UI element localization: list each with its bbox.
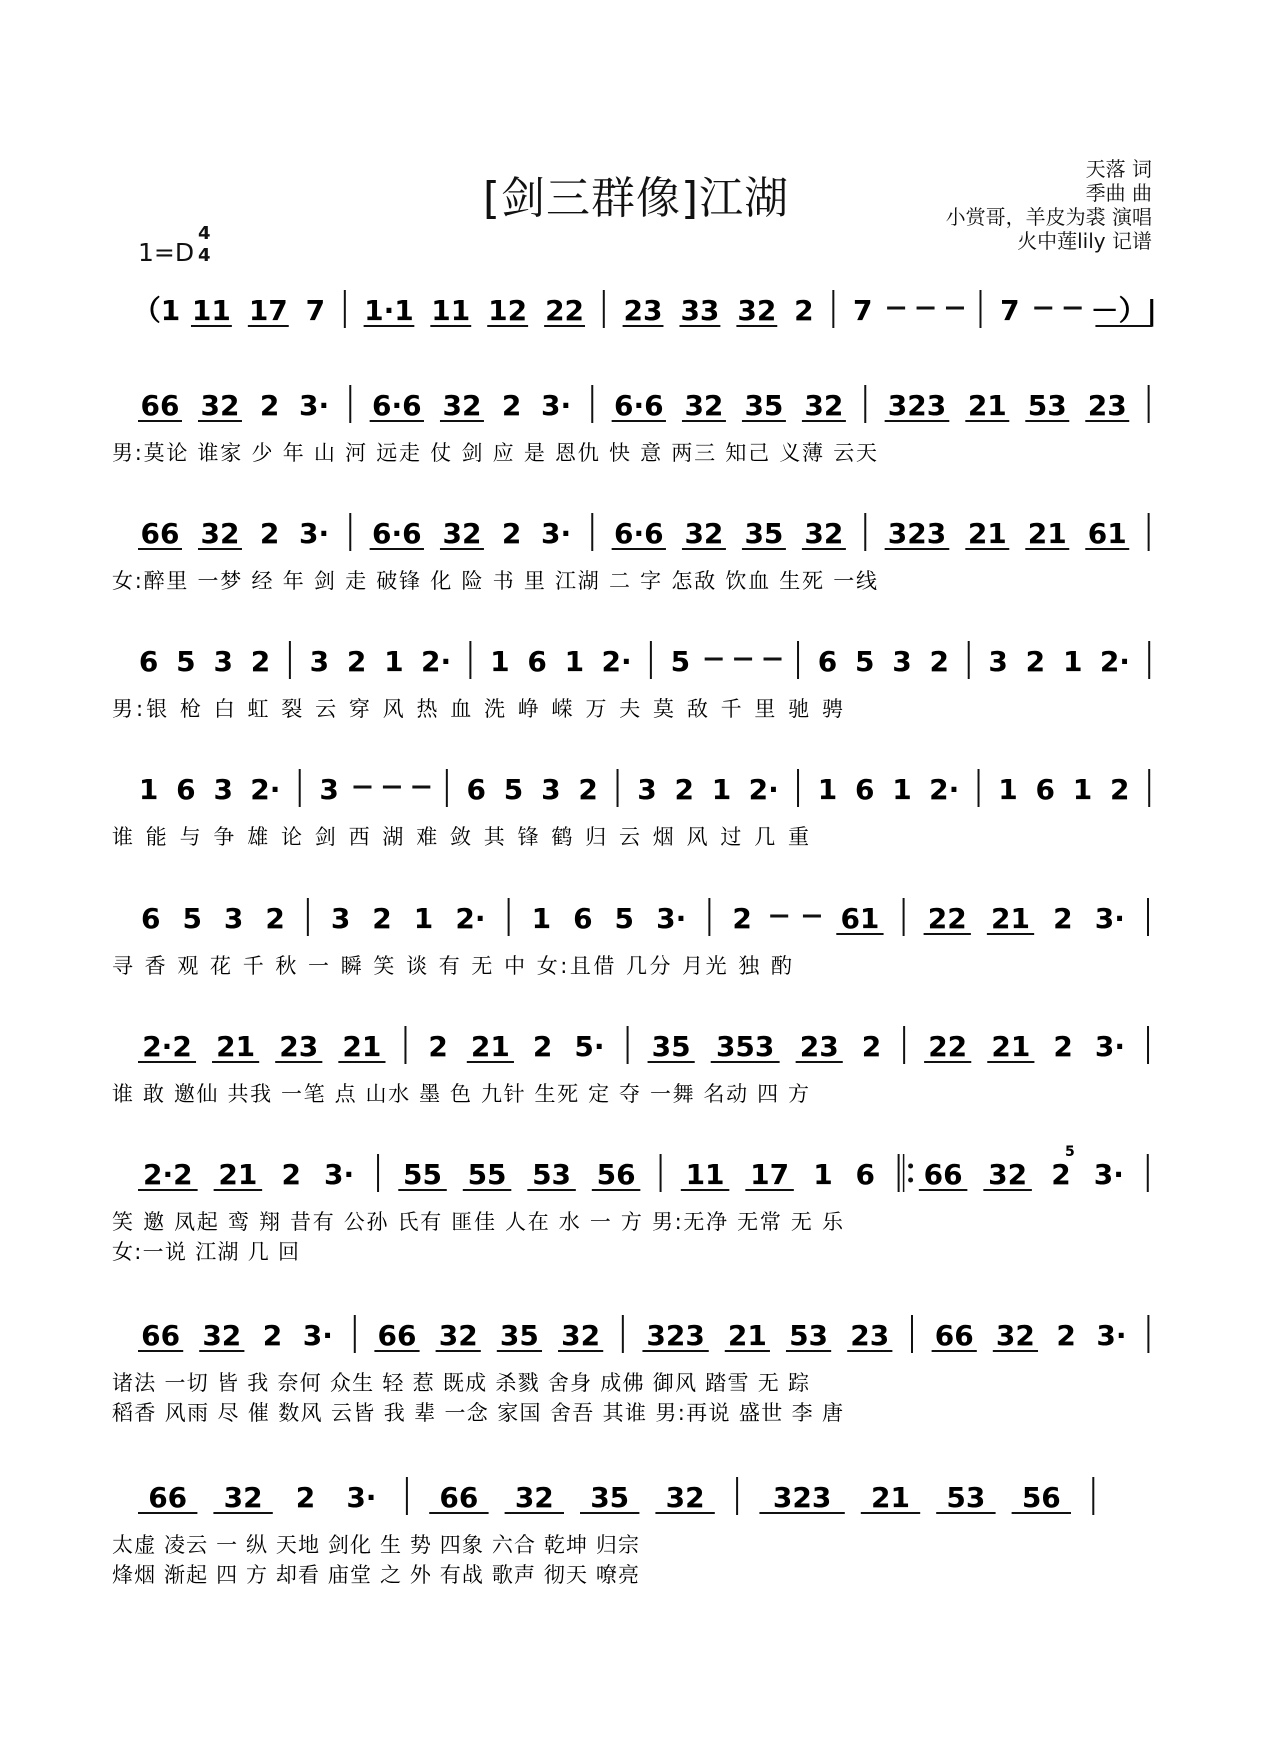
time-signature-bottom: 4 <box>198 245 211 266</box>
note-group: 7 <box>1000 294 1020 327</box>
note-group: 56 <box>1021 1481 1061 1514</box>
note-group: 32 <box>438 1319 478 1352</box>
note-group: 53 <box>946 1481 986 1514</box>
note-group: 3· <box>541 517 572 550</box>
time-signature-top: 4 <box>198 223 211 244</box>
note-group: 66 <box>148 1481 188 1514</box>
note-group: 3 <box>213 645 233 678</box>
note-group: 11 <box>685 1158 725 1191</box>
note-group: 21 <box>1027 517 1067 550</box>
performer-credit: 小赏哥，羊皮为裘 演唱 <box>945 205 1152 229</box>
note-group: 323 <box>772 1481 832 1514</box>
note-group: 5 <box>176 645 196 678</box>
note-group: 17 <box>248 294 288 327</box>
note-group: 3 <box>637 773 657 806</box>
note-group: 6 <box>140 902 161 935</box>
note-group: 6 <box>527 645 547 678</box>
note-group: 32 <box>200 389 240 422</box>
note-group: 23 <box>279 1030 319 1063</box>
note-group: 2 <box>259 389 280 422</box>
note-group: 23 <box>799 1030 839 1063</box>
note-group: 6 <box>176 773 196 806</box>
note-group: 2· <box>455 902 486 935</box>
note-group: 66 <box>923 1158 963 1191</box>
note-group: 21 <box>470 1030 510 1063</box>
lyric-line: 太虚 凌云 一 纵 天地 剑化 生 势 四象 六合 乾坤 归宗 <box>112 1533 639 1557</box>
note-group: 3· <box>1096 1319 1127 1352</box>
note-group: （1 <box>132 294 181 327</box>
transcriber-credit: 火中莲lily 记谱 <box>1017 229 1152 253</box>
note-group: 2 <box>428 1030 448 1063</box>
note-group: 66 <box>140 517 180 550</box>
note-group: 3 <box>223 902 244 935</box>
note-group: 1 <box>817 773 838 806</box>
note-group: 2 <box>861 1030 882 1063</box>
note-group: 1 <box>384 645 404 678</box>
note-group: 2 <box>1025 645 1046 678</box>
note-group: 2 <box>1056 1319 1076 1352</box>
note-group: 3 <box>988 645 1008 678</box>
note-group: 2 <box>501 517 522 550</box>
note-group: 5 <box>614 902 635 935</box>
note-group: 32 <box>988 1158 1028 1191</box>
note-group: 5 <box>182 902 202 935</box>
note-group: 32 <box>442 517 482 550</box>
note-group: 3 <box>213 773 233 806</box>
note-group: 3· <box>656 902 687 935</box>
note-group: 323 <box>887 517 947 550</box>
note-group: 61 <box>840 902 880 935</box>
note-group: 2· <box>929 773 960 806</box>
note-group: 32 <box>684 389 724 422</box>
note-group: 21 <box>967 517 1007 550</box>
note-group: 33 <box>680 294 720 327</box>
note-group: 353 <box>715 1030 775 1063</box>
note-group: 3· <box>1093 1158 1124 1191</box>
note-group: 1 <box>531 902 552 935</box>
note-group: 3· <box>1094 1030 1125 1063</box>
note-group: 32 <box>561 1319 601 1352</box>
grace-note: 5 <box>1065 1144 1075 1160</box>
note-group: 61 <box>1087 517 1127 550</box>
note-group: 6·6 <box>372 389 422 422</box>
note-group: 5 <box>670 645 691 678</box>
note-group: 2 <box>532 1030 553 1063</box>
note-group: 35 <box>499 1319 539 1352</box>
note-group: 53 <box>532 1158 572 1191</box>
note-group: 3 <box>330 902 351 935</box>
note-group: 2 <box>262 1319 283 1352</box>
note-group: 2 <box>281 1158 302 1191</box>
note-group: 1 <box>564 645 585 678</box>
lyric-line: 谁 能 与 争 雄 论 剑 西 湖 难 敛 其 锋 鹤 归 云 烟 风 过 几 重 <box>112 825 810 849</box>
note-group: 5 <box>854 645 875 678</box>
note-group: 1 <box>998 773 1018 806</box>
note-group: 2· <box>420 645 452 678</box>
note-group: －）| <box>1090 294 1157 327</box>
lyric-line: 寻 香 观 花 千 秋 一 瞬 笑 谈 有 无 中 女:且借 几分 月光 独 酌 <box>112 954 792 978</box>
song-title: [剑三群像]江湖 <box>482 173 790 224</box>
note-group: 53 <box>1027 389 1067 422</box>
lyric-line: 男:银 枪 白 虹 裂 云 穿 风 热 血 洗 峥 嵘 万 夫 莫 敌 千 里 驰 骋 <box>112 697 843 721</box>
note-group: 3· <box>299 389 330 422</box>
note-group: 21 <box>216 1030 256 1063</box>
note-group: 2 <box>501 389 522 422</box>
note-group: 2· <box>601 645 632 678</box>
note-group: 56 <box>596 1158 636 1191</box>
note-group: 32 <box>737 294 777 327</box>
note-group: 5· <box>574 1030 605 1063</box>
note-group: 3 <box>541 773 561 806</box>
note-group: 2 <box>259 517 280 550</box>
note-group: 11 <box>191 294 231 327</box>
note-group: 66 <box>934 1319 974 1352</box>
note-group: 53 <box>789 1319 829 1352</box>
note-group: 6 <box>855 1158 875 1191</box>
note-group: 21 <box>991 902 1031 935</box>
lyric-line: 笑 邀 凤起 鸾 翔 昔有 公孙 氏有 匪佳 人在 水 一 方 男:无净 无常 无 乐 <box>112 1210 843 1234</box>
note-group: 1 <box>1072 773 1093 806</box>
note-group: 1 <box>138 773 159 806</box>
note-group: 7 <box>305 294 326 327</box>
note-group: 21 <box>218 1158 258 1191</box>
note-group: 22 <box>927 902 967 935</box>
note-group: 35 <box>651 1030 691 1063</box>
note-group: 32 <box>995 1319 1035 1352</box>
note-group: 3· <box>541 389 572 422</box>
note-group: 3 <box>309 645 330 678</box>
note-group: 2·2 <box>142 1030 192 1063</box>
repeat-dot <box>908 1164 913 1169</box>
lyric-line: 谁 敢 邀仙 共我 一笔 点 山水 墨 色 九针 生死 定 夺 一舞 名动 四 方 <box>112 1082 809 1106</box>
note-group: 17 <box>750 1158 790 1191</box>
note-group: 323 <box>646 1319 705 1352</box>
note-group: 2 <box>929 645 950 678</box>
composer-credit: 季曲 曲 <box>1085 181 1152 205</box>
lyric-line: 诸法 一切 皆 我 奈何 众生 轻 惹 既成 杀戮 舍身 成佛 御风 踏雪 无 踪 <box>112 1371 809 1395</box>
note-group: 55 <box>403 1158 443 1191</box>
note-group: 1 <box>892 773 912 806</box>
note-group: 1 <box>490 645 510 678</box>
note-group: 66 <box>439 1481 479 1514</box>
note-group: 32 <box>442 389 482 422</box>
note-group: 2· <box>748 773 779 806</box>
note-group: 23 <box>1087 389 1127 422</box>
note-group: 2 <box>1051 1158 1071 1191</box>
note-group: 35 <box>744 517 784 550</box>
note-group: 21 <box>727 1319 767 1352</box>
note-group: 32 <box>514 1481 554 1514</box>
note-group: 2·2 <box>143 1158 193 1191</box>
note-group: 6·6 <box>613 517 664 550</box>
note-group: 21 <box>991 1030 1031 1063</box>
note-group: 2 <box>794 294 814 327</box>
note-group: 32 <box>804 517 844 550</box>
note-group: 2 <box>1110 773 1130 806</box>
note-group: 21 <box>871 1481 910 1514</box>
note-group: 21 <box>342 1030 382 1063</box>
note-group: 6 <box>817 645 838 678</box>
note-group: 1 <box>711 773 732 806</box>
note-group: 35 <box>590 1481 630 1514</box>
note-group: 7 <box>853 294 873 327</box>
note-group: 2 <box>265 902 285 935</box>
note-group: 1 <box>413 902 434 935</box>
note-group: 6 <box>1035 773 1055 806</box>
note-group: 3· <box>302 1319 333 1352</box>
note-group: 2· <box>1099 645 1130 678</box>
lyric-line: 女:一说 江湖 几 回 <box>112 1240 299 1264</box>
note-group: 3 <box>319 773 339 806</box>
lyric-line: 烽烟 渐起 四 方 却看 庙堂 之 外 有战 歌声 彻天 嘹亮 <box>112 1563 639 1587</box>
note-group: 21 <box>967 389 1007 422</box>
note-group: 55 <box>467 1158 507 1191</box>
note-group: 3· <box>346 1481 377 1514</box>
note-group: 11 <box>431 294 471 327</box>
note-group: 23 <box>850 1319 890 1352</box>
note-group: 2 <box>346 645 367 678</box>
lyric-line: 男:莫论 谁家 少 年 山 河 远走 仗 剑 应 是 恩仇 快 意 两三 知己 义薄 云天 <box>112 441 877 465</box>
note-group: 2 <box>295 1481 316 1514</box>
note-group: 66 <box>140 389 180 422</box>
note-group: 2 <box>732 902 752 935</box>
note-group: 32 <box>665 1481 705 1514</box>
note-group: 1 <box>1062 645 1083 678</box>
note-group: 3· <box>1094 902 1125 935</box>
note-group: 323 <box>887 389 947 422</box>
note-group: 2 <box>578 773 598 806</box>
note-group: 32 <box>223 1481 263 1514</box>
note-group: 3· <box>324 1158 355 1191</box>
note-group: 6·6 <box>613 389 664 422</box>
note-group: 23 <box>623 294 663 327</box>
note-group: 22 <box>545 294 585 327</box>
note-group: 5 <box>503 773 524 806</box>
note-group: 32 <box>684 517 724 550</box>
note-group: 6·6 <box>372 517 422 550</box>
note-group: 2 <box>1053 1030 1073 1063</box>
note-group: 2 <box>1053 902 1073 935</box>
note-group: 35 <box>744 389 784 422</box>
note-group: 66 <box>141 1319 181 1352</box>
note-group: 2· <box>250 773 281 806</box>
note-group: 3· <box>299 517 330 550</box>
note-group: 32 <box>200 517 240 550</box>
note-group: 2 <box>674 773 694 806</box>
lyric-line: 女:醉里 一梦 经 年 剑 走 破锋 化 险 书 里 江湖 二 字 怎敌 饮血 生死 一线 <box>112 569 877 593</box>
lyric-line: 稻香 风雨 尽 催 数风 云皆 我 辈 一念 家国 舍吾 其谁 男:再说 盛世 李 唐 <box>112 1401 843 1425</box>
note-group: 6 <box>138 645 159 678</box>
note-group: 3 <box>892 645 912 678</box>
note-group: 66 <box>377 1319 417 1352</box>
note-group: 32 <box>202 1319 242 1352</box>
key-signature: 1=D <box>138 238 195 267</box>
note-group: 22 <box>928 1030 968 1063</box>
note-group: 6 <box>573 902 593 935</box>
note-group: 6 <box>466 773 487 806</box>
note-group: 2 <box>372 902 392 935</box>
lyricist-credit: 天落 词 <box>1085 157 1152 181</box>
note-group: 1 <box>813 1158 833 1191</box>
note-group: 32 <box>804 389 844 422</box>
note-group: 1·1 <box>364 294 414 327</box>
repeat-dot <box>908 1178 913 1183</box>
note-group: 2 <box>250 645 271 678</box>
note-group: 6 <box>854 773 875 806</box>
note-group: 12 <box>488 294 528 327</box>
